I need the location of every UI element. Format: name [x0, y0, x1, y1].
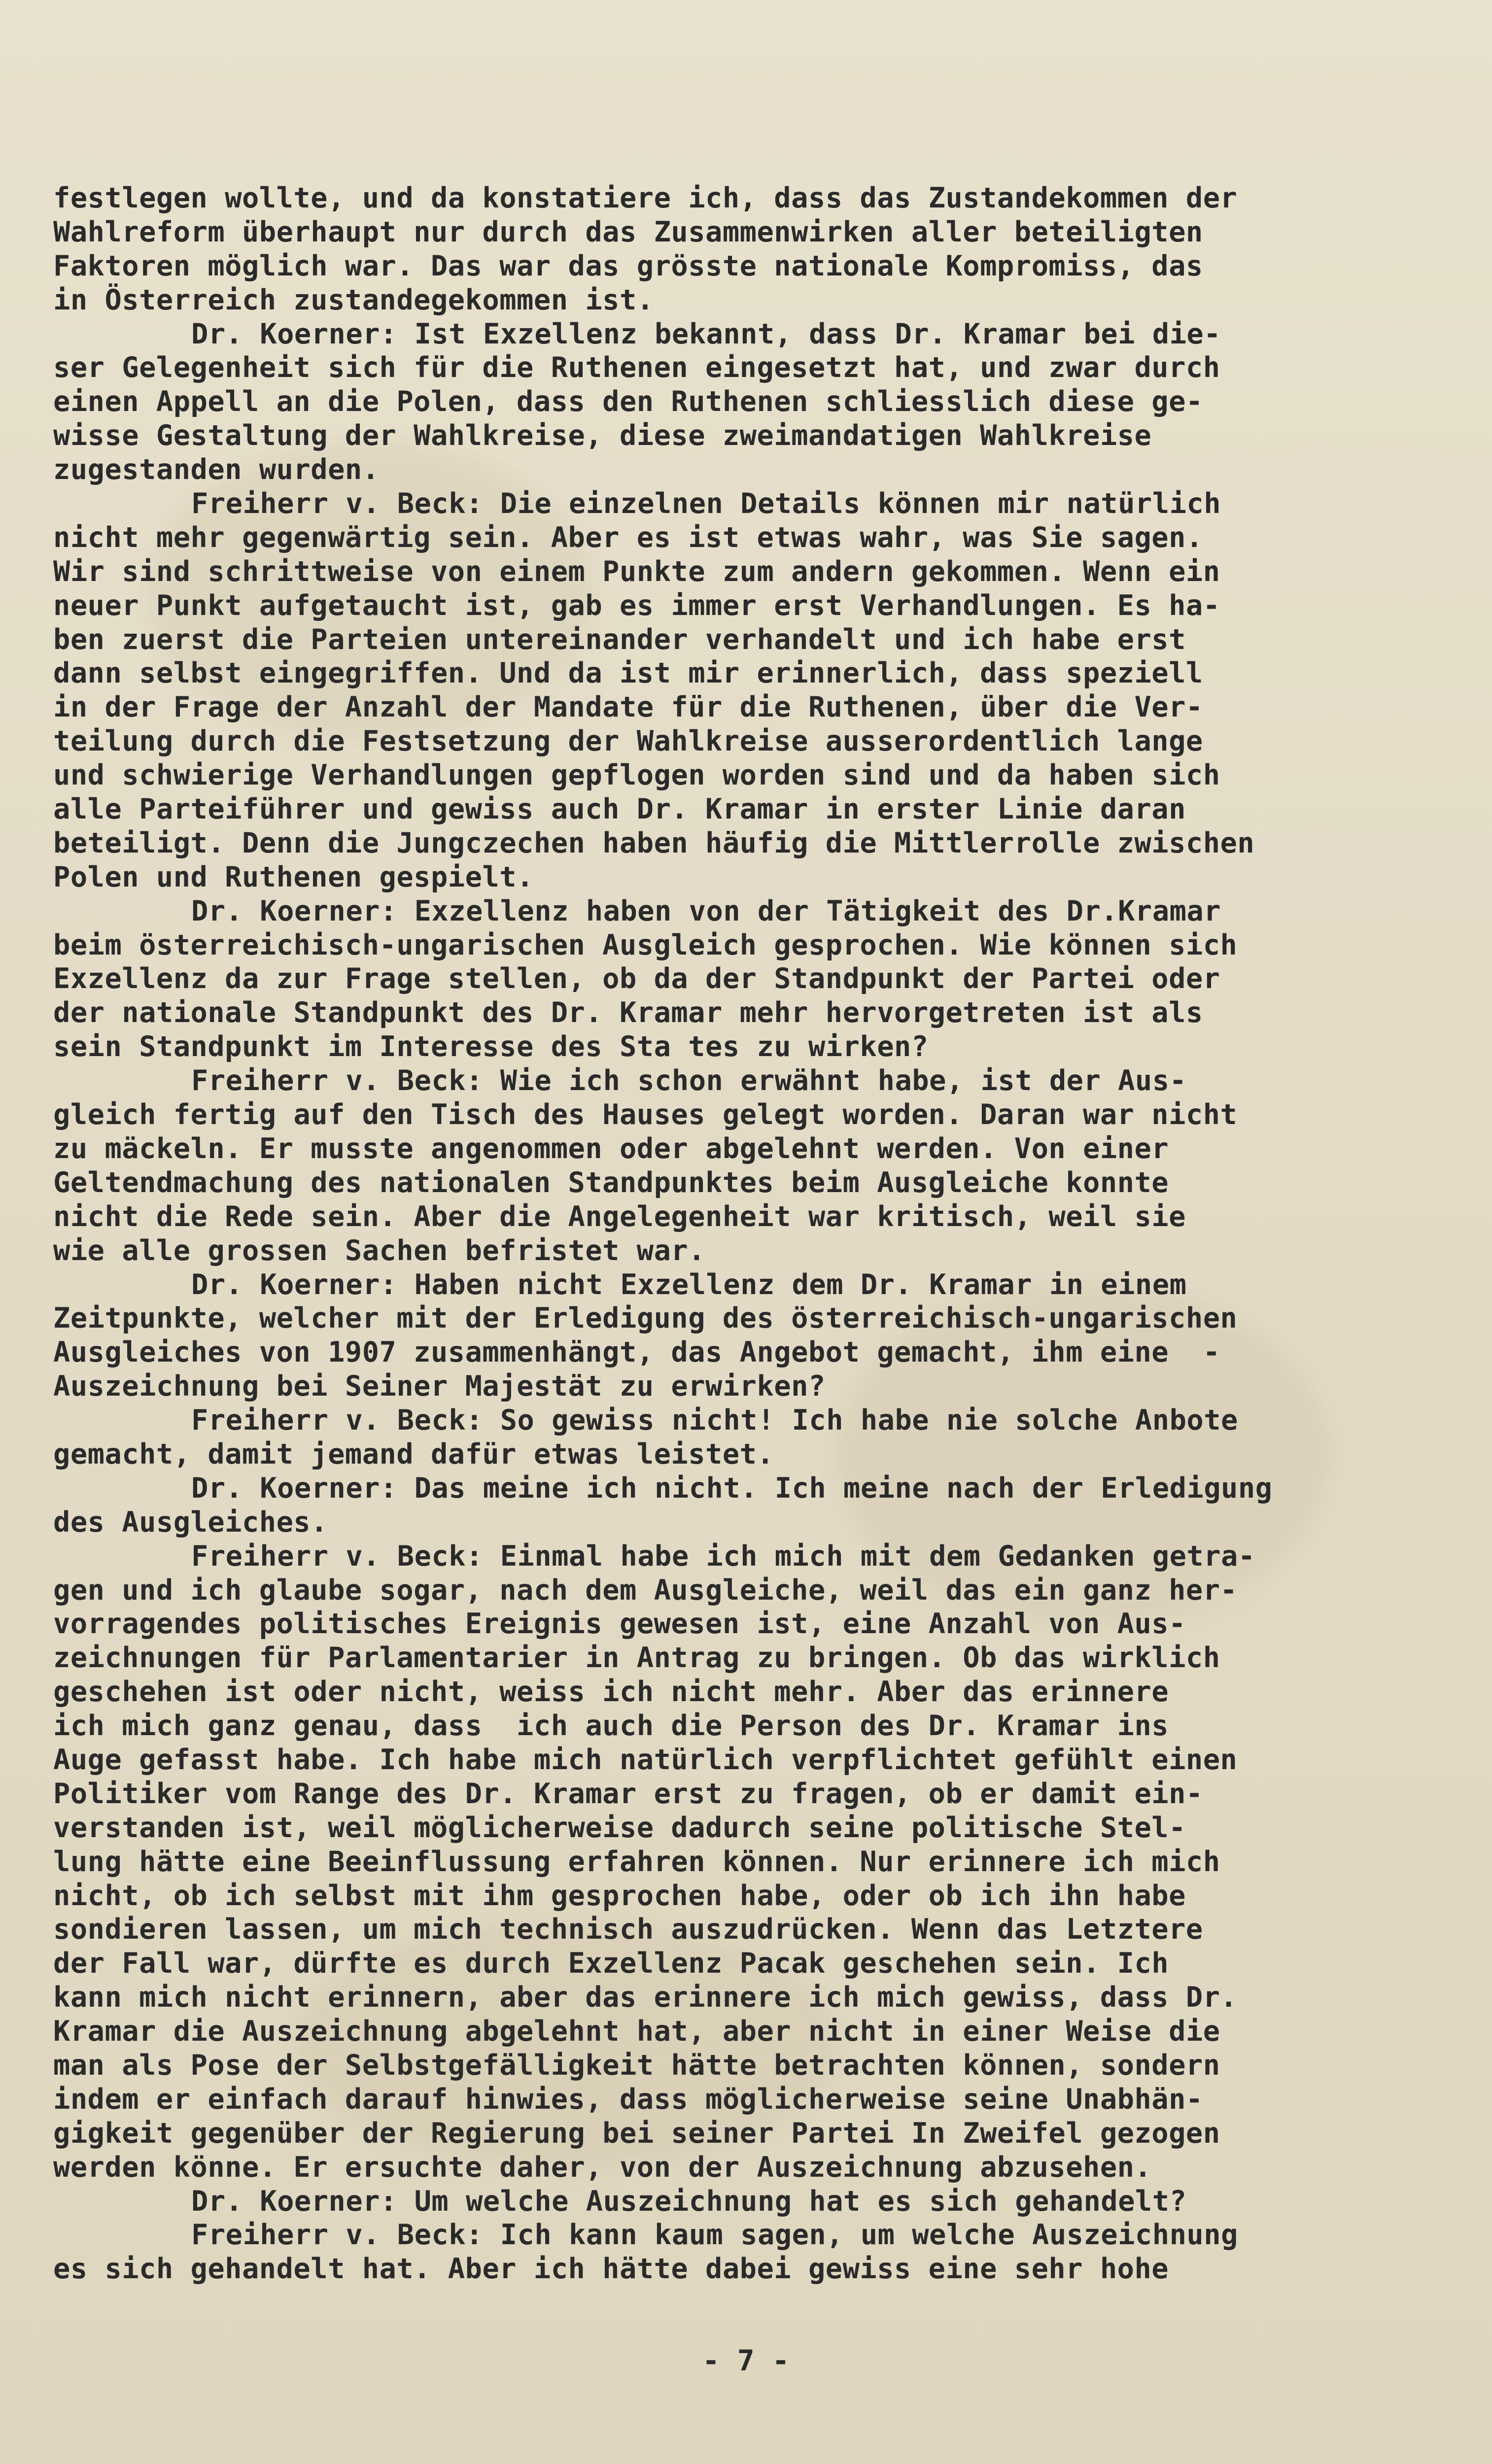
text-line: Ausgleiches von 1907 zusammenhängt, das Angebot gemacht, ihm eine - [53, 1336, 1220, 1369]
text-line: verstanden ist, weil möglicherweise dadurch seine politische Stel- [53, 1811, 1186, 1844]
text-line: dann selbst eingegriffen. Und da ist mir erinnerlich, dass speziell [53, 657, 1203, 690]
text-line: in Österreich zustandegekommen ist. [53, 283, 654, 316]
text-line: gen und ich glaube sogar, nach dem Ausgleiche, weil das ein ganz her- [53, 1574, 1238, 1607]
text-line: der Fall war, dürfte es durch Exzellenz Pacak geschehen sein. Ich [53, 1947, 1169, 1980]
text-line: Wir sind schrittweise von einem Punkte zum andern gekommen. Wenn ein [53, 555, 1220, 588]
text-line: Freiherr v. Beck: Ich kann kaum sagen, um welche Auszeichnung [191, 2219, 1238, 2252]
text-line: werden könne. Er ersuchte daher, von der Auszeichnung abzusehen. [53, 2151, 1152, 2184]
text-line: Exzellenz da zur Frage stellen, ob da der Standpunkt der Partei oder [53, 962, 1220, 995]
text-line: teilung durch die Festsetzung der Wahlkreise ausserordentlich lange [53, 725, 1203, 758]
text-line: beim österreichisch-ungarischen Ausgleich gesprochen. Wie können sich [53, 928, 1238, 961]
text-line: Polen und Ruthenen gespielt. [53, 860, 534, 893]
text-line: gleich fertig auf den Tisch des Hauses gelegt worden. Daran war nicht [53, 1098, 1238, 1131]
text-line: gigkeit gegenüber der Regierung bei seiner Partei In Zweifel gezogen [53, 2117, 1220, 2150]
text-line: in der Frage der Anzahl der Mandate für die Ruthenen, über die Ver- [53, 691, 1203, 724]
text-line: Faktoren möglich war. Das war das grösste nationale Kompromiss, das [53, 249, 1203, 282]
text-line: einen Appell an die Polen, dass den Ruthenen schliesslich diese ge- [53, 385, 1203, 418]
text-line: sein Standpunkt im Interesse des Sta tes zu wirken? [53, 1030, 929, 1063]
text-line: nicht die Rede sein. Aber die Angelegenheit war kritisch, weil sie [53, 1200, 1186, 1233]
typed-text-body [53, 181, 1463, 2286]
text-line: und schwierige Verhandlungen gepflogen worden sind und da haben sich [53, 759, 1220, 792]
text-line: des Ausgleiches. [53, 1506, 328, 1539]
text-line: nicht, ob ich selbst mit ihm gesprochen habe, oder ob ich ihn habe [53, 1879, 1186, 1912]
text-line: der nationale Standpunkt des Dr. Kramar mehr hervorgetreten ist als [53, 996, 1203, 1029]
text-line: Dr. Koerner: Haben nicht Exzellenz dem Dr. Kramar in einem [191, 1268, 1187, 1301]
text-line: Freiherr v. Beck: Die einzelnen Details können mir natürlich [191, 487, 1221, 520]
text-line: zeichnungen für Parlamentarier in Antrag zu bringen. Ob das wirklich [53, 1642, 1220, 1675]
text-line: nicht mehr gegenwärtig sein. Aber es ist etwas wahr, was Sie sagen. [53, 521, 1203, 554]
text-line: Politiker vom Range des Dr. Kramar erst zu fragen, ob er damit ein- [53, 1777, 1203, 1810]
text-line: beteiligt. Denn die Jungczechen haben häufig die Mittlerrolle zwischen [53, 826, 1255, 859]
text-line: Freiherr v. Beck: Einmal habe ich mich mit dem Gedanken getra- [191, 1540, 1255, 1573]
text-line: lung hätte eine Beeinflussung erfahren können. Nur erinnere ich mich [53, 1845, 1220, 1878]
text-line: zugestanden wurden. [53, 453, 380, 486]
text-line: alle Parteiführer und gewiss auch Dr. Kramar in erster Linie daran [53, 793, 1186, 826]
text-line: neuer Punkt aufgetaucht ist, gab es immer erst Verhandlungen. Es ha- [53, 589, 1220, 622]
text-line: wie alle grossen Sachen befristet war. [53, 1234, 706, 1267]
text-line: kann mich nicht erinnern, aber das erinnere ich mich gewiss, dass Dr. [53, 1981, 1238, 2014]
text-line: Freiherr v. Beck: So gewiss nicht! Ich habe nie solche Anbote [191, 1404, 1238, 1437]
text-line: ich mich ganz genau, dass ich auch die Person des Dr. Kramar ins [53, 1710, 1169, 1743]
text-line: man als Pose der Selbstgefälligkeit hätte betrachten können, sondern [53, 2049, 1220, 2082]
text-line: Kramar die Auszeichnung abgelehnt hat, aber nicht in einer Weise die [53, 2015, 1220, 2048]
text-line: sondieren lassen, um mich technisch auszudrücken. Wenn das Letztere [53, 1913, 1203, 1946]
text-line: vorragendes politisches Ereignis gewesen ist, eine Anzahl von Aus- [53, 1608, 1186, 1641]
text-line: Auge gefasst habe. Ich habe mich natürlich verpflichtet gefühlt einen [53, 1743, 1238, 1776]
text-line: Dr. Koerner: Ist Exzellenz bekannt, dass Dr. Kramar bei die- [191, 317, 1221, 350]
text-line: geschehen ist oder nicht, weiss ich nicht mehr. Aber das erinnere [53, 1676, 1169, 1709]
text-line: Freiherr v. Beck: Wie ich schon erwähnt habe, ist der Aus- [191, 1064, 1187, 1097]
text-line: Zeitpunkte, welcher mit der Erledigung des österreichisch-ungarischen [53, 1302, 1238, 1335]
text-line: Geltendmachung des nationalen Standpunktes beim Ausgleiche konnte [53, 1166, 1169, 1199]
text-line: Dr. Koerner: Das meine ich nicht. Ich meine nach der Erledigung [191, 1472, 1273, 1505]
text-line: Dr. Koerner: Um welche Auszeichnung hat es sich gehandelt? [191, 2185, 1187, 2218]
text-line: gemacht, damit jemand dafür etwas leistet. [53, 1437, 774, 1471]
text-line: wisse Gestaltung der Wahlkreise, diese zweimandatigen Wahlkreise [53, 419, 1152, 452]
text-line: Wahlreform überhaupt nur durch das Zusammenwirken aller beteiligten [53, 215, 1203, 248]
text-line: zu mäckeln. Er musste angenommen oder abgelehnt werden. Von einer [53, 1132, 1169, 1165]
page-number: - 7 - [702, 2344, 790, 2377]
text-line: Auszeichnung bei Seiner Majestät zu erwirken? [53, 1370, 826, 1403]
text-line: festlegen wollte, und da konstatiere ich, dass das Zustandekommen der [53, 182, 1238, 214]
text-line: ben zuerst die Parteien untereinander verhandelt und ich habe erst [53, 623, 1186, 656]
text-line: ser Gelegenheit sich für die Ruthenen eingesetzt hat, und zwar durch [53, 351, 1220, 384]
text-line: Dr. Koerner: Exzellenz haben von der Tätigkeit des Dr.Kramar [191, 894, 1221, 927]
text-line: indem er einfach darauf hinwies, dass möglicherweise seine Unabhän- [53, 2083, 1203, 2116]
text-line: es sich gehandelt hat. Aber ich hätte dabei gewiss eine sehr hohe [53, 2253, 1169, 2286]
